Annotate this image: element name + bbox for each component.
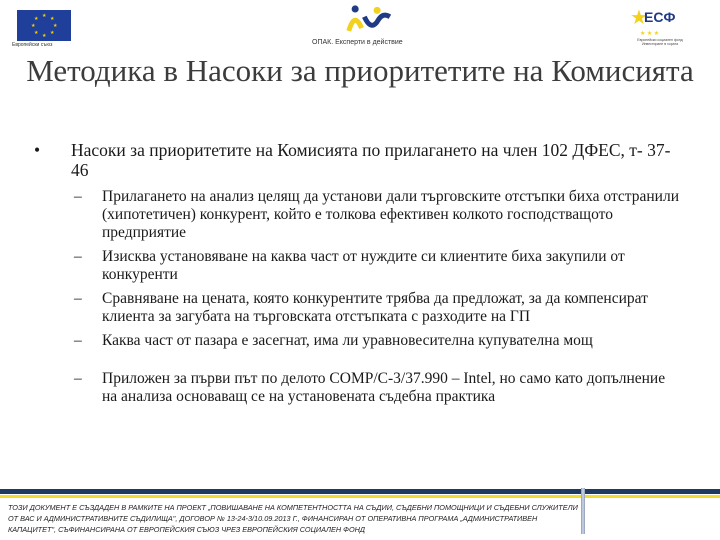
footer-navy-bar (0, 489, 720, 494)
footer-yellow-bar (0, 495, 720, 498)
esf-logo (628, 4, 688, 38)
dash-marker: – (74, 370, 82, 387)
svg-text:★: ★ (630, 7, 648, 29)
eu-flag-logo: ★ ★ ★ ★ ★ ★ ★ ★ (17, 10, 71, 41)
dash-marker: – (74, 290, 82, 307)
bullet-marker: • (34, 140, 41, 160)
bullet-item (34, 140, 684, 180)
sub-item-text: Каква част от пазара е засегнат, има ли уравновесителна купувателна мощ (102, 332, 593, 349)
sub-item (34, 370, 684, 406)
svg-text:★ ★ ★: ★ ★ ★ (640, 31, 660, 37)
sub-item (34, 332, 684, 350)
sub-item (34, 188, 684, 242)
sub-item-text: Сравняване на цената, която конкурентите трябва да предложат, за да компенсират клиента за загубата на търговската отстъпката с разходите на ГП (102, 290, 648, 325)
dash-marker: – (74, 248, 82, 265)
slide-body (34, 140, 684, 406)
opak-logo (330, 4, 420, 38)
esf-text: ЕСФ (644, 9, 676, 25)
sub-item-text: Изисква установяване на каква част от нуждите си клиентите биха закупили от конкуренти (102, 248, 625, 283)
dash-marker: – (74, 188, 82, 205)
sub-item (34, 290, 684, 326)
opak-caption: ОПАК. Експерти в действие (312, 39, 403, 46)
footer-divider (581, 488, 585, 534)
bullet-text: Насоки за приоритетите на Комисията по прилагането на член 102 ДФЕС, т- 37-46 (71, 140, 671, 180)
sub-item-text: Приложен за първи път по делото COMP/C-3/37.990 – Intel, но само като допълнение на анализа основаващ се на установената съдебна практика (102, 370, 666, 405)
dash-marker: – (74, 332, 82, 349)
slide-title: Методика в Насоки за приоритетите на Комисията (26, 53, 694, 88)
esf-subtitle: Европейски социален фонд Инвестиране в хората (637, 38, 683, 46)
sub-item-text: Прилагането на анализ целящ да установи дали търговските отстъпки биха отстранили (хипотетичен) конкурент, който е толкова ефективен колкото господстващото предприятие (102, 188, 680, 241)
footer-text: ТОЗИ ДОКУМЕНТ Е СЪЗДАДЕН В РАМКИТЕ НА ПРОЕКТ „ПОВИШАВАНЕ НА КОМПЕТЕНТНОСТТА НА СЪДИИ, СЪДЕБНИ ПОМОЩНИЦИ И СЪДЕБНИ СЛУЖИТЕЛИ ОТ ВАС И АДМИНИСТРАТИВНИТЕ СЪДИЛИЩА", ДОГОВОР № 13-24-3/10.09.2013 Г., ФИНАНСИРАН ОТ ОПЕРАТИВНА ПРОГРАМА „АДМИНИСТРАТИВЕН КАПАЦИТЕТ", СЪФИНАНСИРАНА ОТ ЕВРОПЕЙСКИЯ СЪЮЗ ЧРЕЗ ЕВРОПЕЙСКИЯ СОЦИАЛЕН ФОНД (8, 503, 578, 534)
sub-item (34, 248, 684, 284)
eu-caption: Европейски съюз (12, 42, 53, 48)
